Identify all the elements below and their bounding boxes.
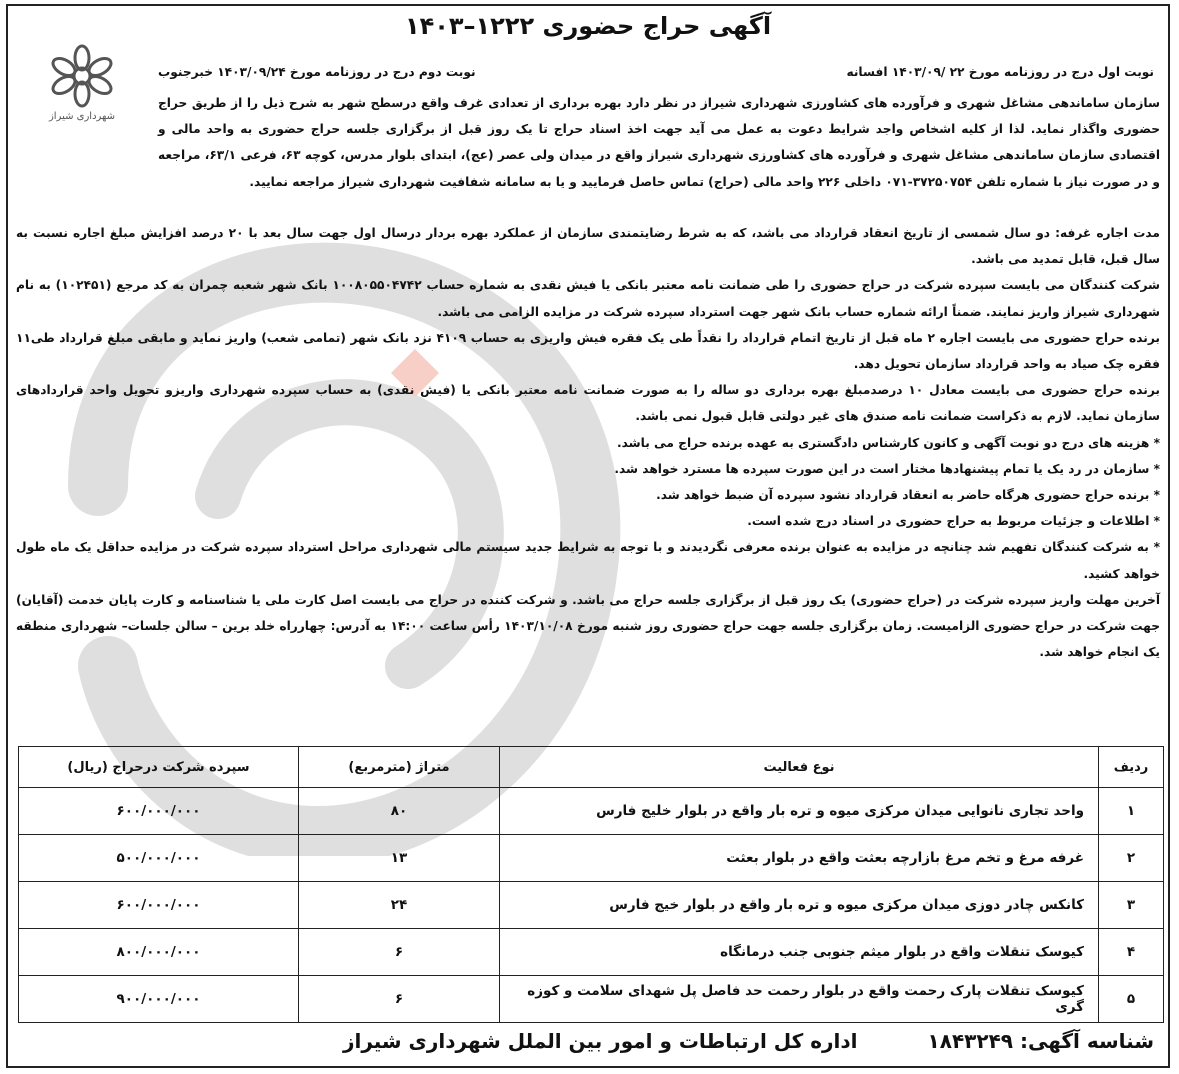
area-cell: ۶ [299, 929, 500, 976]
auction-items-table [18, 746, 1164, 1023]
deposit-cell: ۹۰۰/۰۰۰/۰۰۰ [19, 976, 299, 1023]
paragraph-guarantee: برنده حراج حضوری می بایست معادل ۱۰ درصدمبلغ بهره برداری دو ساله را به صورت ضمانت نامه معتبر بانکی یا (فیش نقدی) به حساب سپرده شهرداری واریزو تحویل واحد قراردادهای سازمان نماید. لازم به ذکراست ضمانت نامه صندق های غیر دولتی قابل قبول نمی باشد. [16, 383, 1160, 424]
area-cell: ۲۴ [299, 882, 500, 929]
deposit-cell: ۶۰۰/۰۰۰/۰۰۰ [19, 788, 299, 835]
svg-text:شهرداری شیراز: شهرداری شیراز [48, 111, 116, 122]
header-activity: نوع فعالیت [500, 747, 1099, 788]
paragraph-deposit: شرکت کنندگان می بایست سپرده شرکت در حراج حضوری را طی ضمانت نامه معتبر بانکی یا فیش نقدی به شماره حساب ۱۰۰۸۰۵۵۰۴۷۴۲ بانک شهر شعبه چمران به کد مرجع (۱۰۲۴۵۱) به نام شهرداری شیراز واریز نمایند. ضمناً ارائه شماره حساب بانک شهر جهت استرداد سپرده شرکت در مزایده الزامی می باشد. [16, 278, 1161, 319]
table-row [19, 929, 1164, 976]
area-cell: ۱۳ [299, 835, 500, 882]
table-row [19, 976, 1164, 1023]
note-details: * اطلاعات و جزئیات مربوط به حراج حضوری در اسناد درج شده است. [747, 514, 1160, 529]
row-number: ۳ [1099, 882, 1164, 929]
activity-cell: کیوسک تنقلات پارک رحمت واقع در بلوار رحمت حد فاصل پل شهدای سلامت و کوزه گری [500, 976, 1099, 1023]
row-number: ۱ [1099, 788, 1164, 835]
ad-footer [22, 1024, 1154, 1058]
deposit-cell: ۵۰۰/۰۰۰/۰۰۰ [19, 835, 299, 882]
note-costs: * هزینه های درج دو نوبت آگهی و کانون کارشناس دادگستری به عهده برنده حراج می باشد. [617, 435, 1160, 450]
table-row [19, 835, 1164, 882]
paragraph-intro: سازمان ساماندهی مشاغل شهری و فرآورده های کشاورزی شهرداری شیراز در نظر دارد بهره برداری از تعدادی غرف واقع درسطح شهر به شرح ذیل را از طریق حراج حضوری واگذار نماید. لذا از کلیه اشخاص واجد شرایط دعوت به عمل می آید جهت اخذ اسناد حراج تا یک روز قبل از برگزاری جلسه حراج حضوری به واحد مالی و اقتصادی سازمان ساماندهی مشاغل شهری و فرآورده های کشاورزی شهرداری شیراز واقع در میدان ولی عصر (عج)، ابتدای بلوار مدرس، کوچه ۶۳، فرعی ۶۳/۱، مراجعه و در صورت نیاز با شماره تلفن ۳۷۲۵۰۷۵۴-۰۷۱ داخلی ۲۲۶ واحد مالی (حراج) تماس حاصل فرمایید و یا به سامانه شفافیت شهرداری شیراز مراجعه نمایید. [158, 96, 1160, 189]
ad-id: شناسه آگهی: ۱۸۴۳۲۴۹ [927, 1029, 1154, 1053]
header-area: متراژ (مترمربع) [299, 747, 500, 788]
ad-title: آگهی حراج حضوری ۱۲۲۲–۱۴۰۳ [404, 12, 772, 40]
note-refund: * به شرکت کنندگان تفهیم شد چنانچه در مزایده به عنوان برنده معرفی نگردیدند و با توجه به شرایط جدید سیستم مالی شهرداری مراحل استرداد سپرده شرکت در مزایده حداقل یک ماه طول خواهد کشید. [16, 540, 1160, 581]
first-publication: نوبت اول درج در روزنامه مورخ ۲۲ /۱۴۰۳/۰۹ افسانه [846, 65, 1154, 79]
header-deposit: سپرده شرکت درحراج (ریال) [19, 747, 299, 788]
issuing-office: اداره کل ارتباطات و امور بین الملل شهرداری شیراز [342, 1029, 858, 1053]
table-row [19, 882, 1164, 929]
activity-cell: کیوسک تنقلات واقع در بلوار میثم جنوبی جنب درمانگاه [500, 929, 1099, 976]
second-publication: نوبت دوم درج در روزنامه مورخ ۱۴۰۳/۰۹/۲۴ خبرجنوب [158, 65, 476, 79]
area-cell: ۸۰ [299, 788, 500, 835]
note-rejection: * سازمان در رد یک یا تمام پیشنهادها مختار است در این صورت سپرده ها مسترد خواهد شد. [614, 461, 1160, 476]
area-cell: ۶ [299, 976, 500, 1023]
paragraph-deadline: آخرین مهلت واریز سپرده شرکت در (حراج حضوری) یک روز قبل از برگزاری جلسه حراج می باشد. و شرکت کننده در حراج می بایست اصل کارت ملی یا شناسنامه و کارت پایان خدمت (آقایان) جهت شرکت در حراج حضوری الزامیست. زمان برگزاری جلسه جهت حراج حضوری روز شنبه مورخ ۱۴۰۳/۱۰/۰۸ رأس ساعت ۱۴:۰۰ به آدرس: چهارراه خلد برین – سالن جلسات– شهرداری منطقه یک انجام خواهد شد. [16, 592, 1160, 660]
ad-body-continued [16, 220, 1160, 665]
table-header-row [19, 747, 1164, 788]
header-row-number: ردیف [1099, 747, 1164, 788]
advertisement-page [6, 4, 1170, 1068]
activity-cell: واحد تجاری نانوایی میدان مرکزی میوه و تره بار واقع در بلوار خلیج فارس [500, 788, 1099, 835]
activity-cell: کانکس چادر دوزی میدان مرکزی میوه و تره بار واقع در بلوار خیج فارس [500, 882, 1099, 929]
municipality-logo [22, 42, 142, 124]
table-row [19, 788, 1164, 835]
deposit-cell: ۶۰۰/۰۰۰/۰۰۰ [19, 882, 299, 929]
paragraph-lease-term: مدت اجاره غرفه: دو سال شمسی از تاریخ انعقاد قرارداد می باشد، که به شرط رضایتمندی سازمان از عملکرد بهره بردار درسال اول جهت سال بعد با ۲۰ درصد افزایش مبلغ اجاره نسبت به سال قبل، قابل تمدید می باشد. [16, 226, 1160, 267]
row-number: ۵ [1099, 976, 1164, 1023]
activity-cell: غرفه مرغ و تخم مرغ بازارچه بعثت واقع در بلوار بعثت [500, 835, 1099, 882]
deposit-cell: ۸۰۰/۰۰۰/۰۰۰ [19, 929, 299, 976]
publication-dates [158, 62, 1154, 82]
paragraph-payment: برنده حراج حضوری می بایست اجاره ۲ ماه قبل از تاریخ اتمام قرارداد را نقداً طی یک فقره فیش واریزی به حساب ۴۱۰۹ نزد بانک شهر (تمامی شعب) واریز نماید و مابقی مبلغ قرارداد طی۱۱ فقره چک صیاد به واحد قرارداد سازمان تحویل دهد. [16, 330, 1161, 372]
row-number: ۴ [1099, 929, 1164, 976]
row-number: ۲ [1099, 835, 1164, 882]
note-forfeit: * برنده حراج حضوری هرگاه حاضر به انعقاد قرارداد نشود سپرده آن ضبط خواهد شد. [656, 488, 1160, 503]
ad-body [158, 90, 1160, 195]
